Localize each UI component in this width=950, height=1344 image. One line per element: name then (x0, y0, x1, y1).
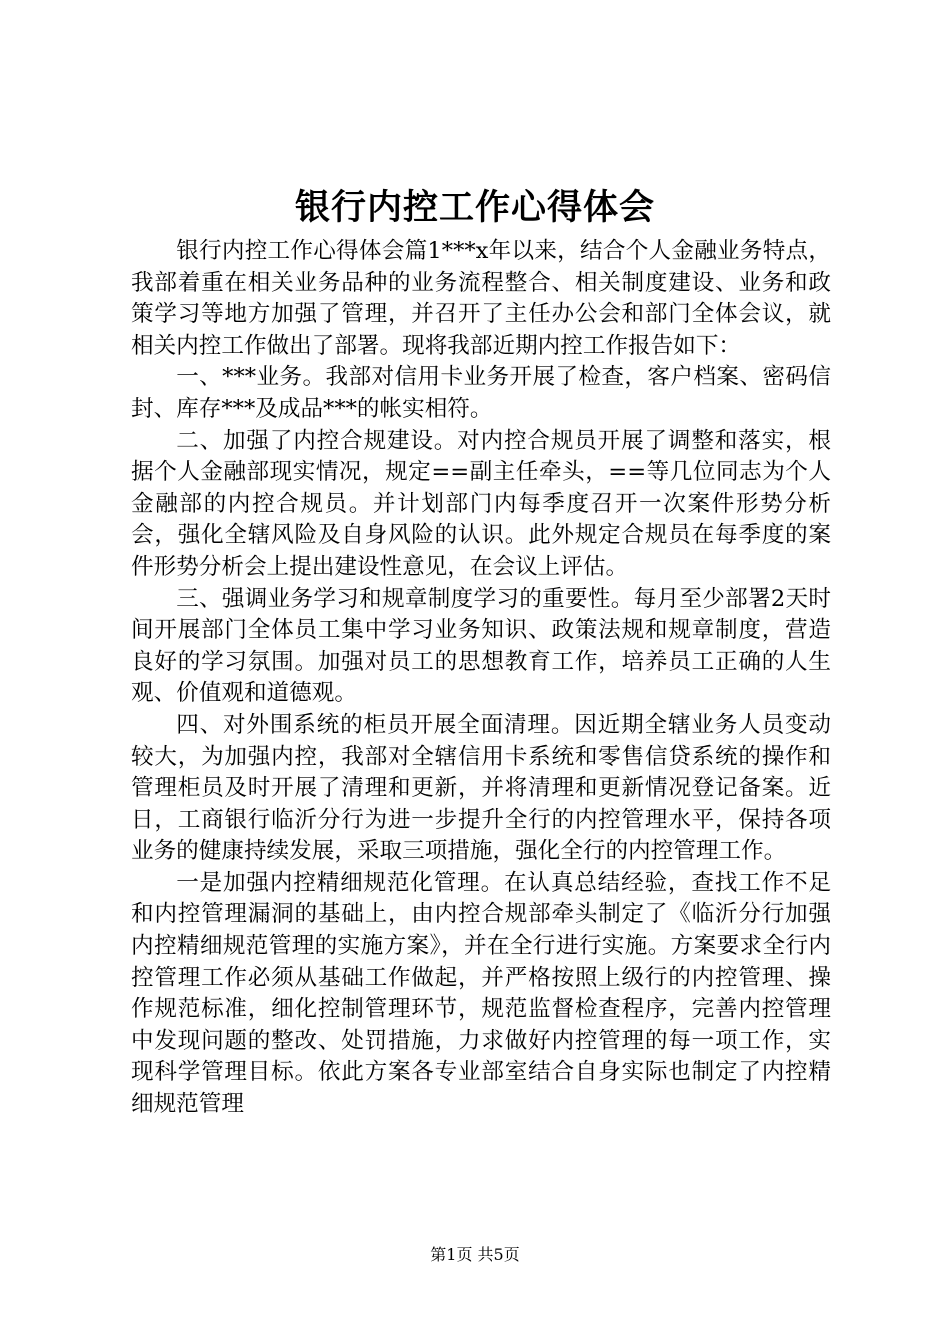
paragraph: 二、加强了内控合规建设。对内控合规员开展了调整和落实，根据个人金融部现实情况，规定==副主任牵头，==等几位同志为个人金融部的内控合规员。并计划部门内每季度召开一次案件形势分析会，强化全辖风险及自身风险的认识。此外规定合规员在每季度的案件形势分析会上提出建设性意见，在会议上评估。 (131, 427, 831, 580)
page-number-footer: 第1页 共5页 (430, 1245, 520, 1264)
paragraph: 一是加强内控精细规范化管理。在认真总结经验，查找工作不足和内控管理漏洞的基础上，由内控合规部牵头制定了《临沂分行加强内控精细规范管理的实施方案》，并在全行进行实施。方案要求全行内控管理工作必须从基础工作做起，并严格按照上级行的内控管理、操作规范标准，细化控制管理环节，规范监督检查程序，完善内控管理中发现问题的整改、处罚措施，力求做好内控管理的每一项工作，实现科学管理目标。依此方案各专业部室结合自身实际也制定了内控精细规范管理 (131, 869, 831, 1118)
paragraph: 一、***业务。我部对信用卡业务开展了检查，客户档案、密码信封、库存***及成品***的帐实相符。 (131, 364, 831, 422)
paragraph: 三、强调业务学习和规章制度学习的重要性。每月至少部署2天时间开展部门全体员工集中学习业务知识、政策法规和规章制度，营造良好的学习氛围。加强对员工的思想教育工作，培养员工正确的人生观、价值观和道德观。 (131, 585, 831, 707)
document-body (131, 236, 831, 1121)
paragraph: 四、对外围系统的柜员开展全面清理。因近期全辖业务人员变动较大，为加强内控，我部对全辖信用卡系统和零售信贷系统的操作和管理柜员及时开展了清理和更新，并将清理和更新情况登记备案。近日，工商银行临沂分行为进一步提升全行的内控管理水平，保持各项业务的健康持续发展，采取三项措施，强化全行的内控管理工作。 (131, 711, 831, 865)
document-title: 银行内控工作心得体会 (294, 187, 655, 228)
paragraph: 银行内控工作心得体会篇1***x年以来，结合个人金融业务特点，我部着重在相关业务品种的业务流程整合、相关制度建设、业务和政策学习等地方加强了管理，并召开了主任办公会和部门全体会议，就相关内控工作做出了部署。现将我部近期内控工作报告如下： (131, 238, 831, 359)
